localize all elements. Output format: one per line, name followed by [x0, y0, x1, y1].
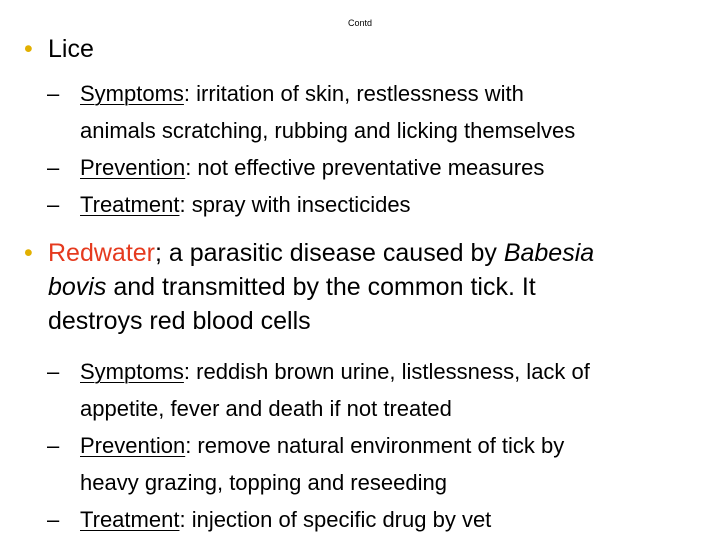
- dash-marker: –: [47, 155, 60, 180]
- redwater-line-2-italic: bovis: [48, 273, 107, 301]
- redwater-prevention-line-1: remove natural environment of tick by: [191, 433, 565, 458]
- term-prevention: Prevention: [80, 155, 186, 180]
- term-separator: :: [183, 359, 191, 384]
- term-separator: :: [179, 192, 186, 217]
- redwater-symptoms-line-2: appetite, fever and death if not treated: [80, 396, 452, 421]
- redwater-title: Redwater: [48, 239, 155, 267]
- dash-marker: –: [47, 359, 60, 384]
- lice-prevention-line-1: not effective preventative measures: [191, 155, 545, 180]
- slide-header-label: Contd: [347, 18, 373, 28]
- term-prevention: Prevention: [80, 433, 186, 458]
- lice-title: Lice: [48, 35, 94, 63]
- lice-heading: [0, 32, 720, 66]
- dash-marker: –: [47, 192, 60, 217]
- dash-marker: –: [47, 81, 60, 106]
- redwater-section: [0, 236, 720, 338]
- term-separator: :: [183, 81, 191, 106]
- redwater-subitems: [0, 353, 720, 538]
- dash-marker: –: [47, 433, 60, 458]
- redwater-treatment-line-1: injection of specific drug by vet: [185, 507, 492, 532]
- term-separator: :: [179, 507, 186, 532]
- lice-section: [0, 32, 720, 66]
- term-treatment: Treatment: [80, 507, 180, 532]
- redwater-heading-line-1: [0, 236, 720, 270]
- redwater-prevention-item: [0, 427, 720, 501]
- redwater-line-2-text: and transmitted by the common tick. It: [106, 273, 536, 301]
- term-separator: :: [185, 155, 192, 180]
- term-symptoms: Symptoms: [80, 81, 184, 106]
- redwater-heading-line-3: destroys red blood cells: [48, 307, 311, 335]
- lice-subitems: [0, 75, 720, 223]
- redwater-treatment-item: [0, 501, 720, 538]
- term-separator: :: [185, 433, 192, 458]
- redwater-line-1-italic: Babesia: [503, 239, 595, 267]
- redwater-prevention-line-2: heavy grazing, topping and reseeding: [80, 470, 447, 495]
- lice-treatment-line-1: spray with insecticides: [185, 192, 411, 217]
- redwater-symptoms-item: [0, 353, 720, 427]
- lice-symptoms-line-2: animals scratching, rubbing and licking themselves: [80, 118, 576, 143]
- redwater-symptoms-line-1: reddish brown urine, listlessness, lack of: [190, 359, 590, 384]
- term-treatment: Treatment: [80, 192, 180, 217]
- lice-symptoms-item: [0, 75, 720, 149]
- redwater-heading-line-2: [0, 270, 720, 304]
- lice-treatment-item: [0, 186, 720, 223]
- lice-prevention-item: [0, 149, 720, 186]
- lice-symptoms-line-1: irritation of skin, restlessness with: [190, 81, 524, 106]
- dash-marker: –: [47, 507, 60, 532]
- bullet-dot-icon: •: [24, 239, 33, 267]
- redwater-line-1-text: ; a parasitic disease caused by: [155, 239, 504, 267]
- bullet-dot-icon: •: [24, 35, 33, 63]
- term-symptoms: Symptoms: [80, 359, 184, 384]
